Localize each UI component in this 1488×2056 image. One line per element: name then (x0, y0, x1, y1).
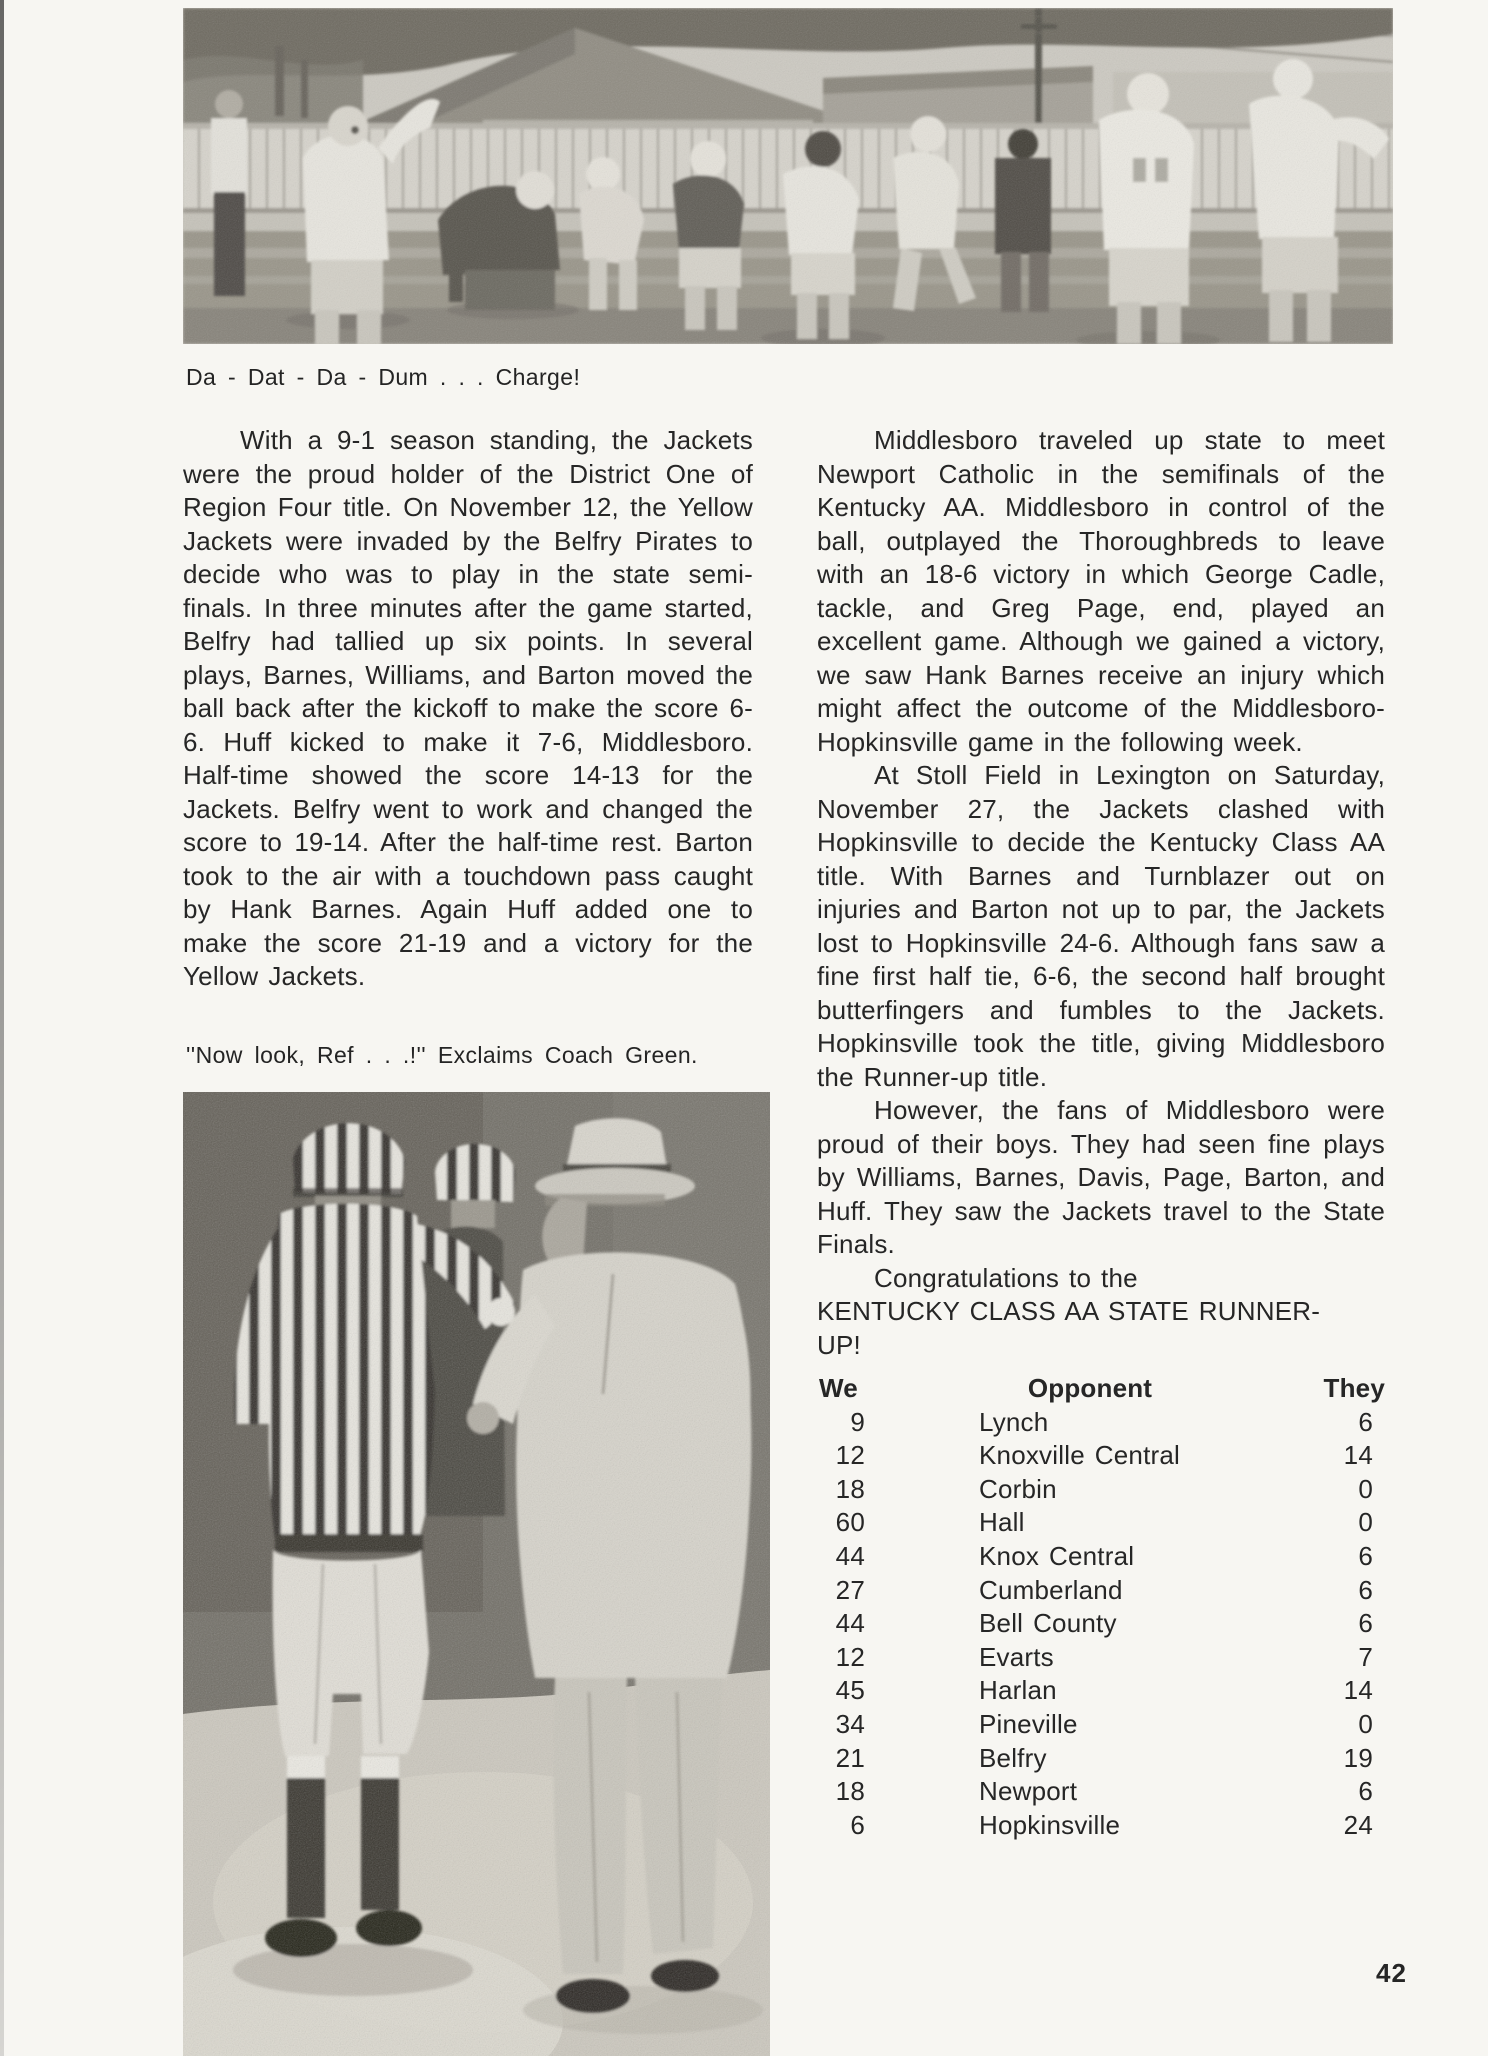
we-score: 44 (835, 1540, 865, 1571)
page-number: 42 (1376, 1958, 1407, 1988)
opponent-name: Hall (979, 1507, 1025, 1538)
opponent-name: Evarts (979, 1641, 1054, 1672)
left-text-column (183, 424, 753, 994)
table-row (817, 1674, 1385, 1708)
table-row (817, 1473, 1385, 1507)
opponent-name: Newport (979, 1776, 1078, 1807)
opponent-name: Belfry (979, 1742, 1047, 1773)
opponent-name: Bell County (979, 1608, 1117, 1639)
they-score: 0 (1358, 1473, 1373, 1504)
we-score: 45 (835, 1675, 865, 1706)
congrats-line-2: KENTUCKY CLASS AA STATE RUNNER- (817, 1296, 1321, 1326)
right-paragraph-2: At Stoll Field in Lexington on Saturday, November 27, the Jackets clashed with Hopkinsville to decide the Kentucky Class AA title. With Barnes and Turnblazer out on injuries and Barton not up to par, the Jackets lost to Hopkinsville 24-6. Although fans saw a fine first half tie, 6-6, the second half brought butterfingers and fumbles to the Jackets. Hopkinsville took the title, giving Middlesboro the Runner-up title. (817, 760, 1385, 1092)
left-paragraph: With a 9-1 season standing, the Jackets were the proud holder of the District One of Region Four title. On November 12, the Yellow Jackets were invaded by the Belfry Pirates to decide who was to play in the state semi-finals. In three minutes after the game started, Belfry had tallied up six points. In several plays, Barnes, Williams, and Barton moved the ball back after the kickoff to make the score 6-6. Huff kicked to make it 7-6, Middlesboro. Half-time showed the score 14-13 for the Jackets. Belfry went to work and changed the score to 19-14. After the half-time rest. Barton took to the air with a touchdown pass caught by Hank Barnes. Again Huff added one to make the score 21-19 and a victory for the Yellow Jackets. (183, 425, 753, 991)
we-score: 18 (835, 1776, 865, 1807)
they-score: 7 (1358, 1641, 1373, 1672)
they-score: 6 (1358, 1540, 1373, 1571)
photo-top-caption: Da - Dat - Da - Dum . . . Charge! (186, 364, 581, 390)
they-score: 6 (1358, 1406, 1373, 1437)
table-row (817, 1607, 1385, 1641)
congrats-line-1: Congratulations to the (874, 1262, 1138, 1293)
they-score: 14 (1343, 1440, 1373, 1471)
we-score: 44 (835, 1608, 865, 1639)
we-score: 12 (835, 1440, 865, 1471)
opponent-name: Cumberland (979, 1574, 1123, 1605)
opponent-name: Corbin (979, 1473, 1057, 1504)
they-score: 6 (1358, 1608, 1373, 1639)
they-score: 0 (1358, 1708, 1373, 1739)
football-game-photo-art (183, 8, 1393, 344)
they-score: 14 (1343, 1675, 1373, 1706)
table-row (817, 1742, 1385, 1776)
opponent-name: Hopkinsville (979, 1809, 1121, 1840)
photo-bottom-caption: ''Now look, Ref . . .!'' Exclaims Coach Green. (186, 1042, 698, 1068)
table-row (817, 1775, 1385, 1809)
we-score: 12 (835, 1641, 865, 1672)
table-row (817, 1641, 1385, 1675)
we-score: 27 (835, 1574, 865, 1605)
header-we: We (819, 1373, 858, 1403)
they-score: 0 (1358, 1507, 1373, 1538)
table-row (817, 1574, 1385, 1608)
opponent-name: Knox Central (979, 1540, 1135, 1571)
table-row (817, 1439, 1385, 1473)
football-game-photo (183, 8, 1393, 344)
table-row (817, 1540, 1385, 1574)
table-row (817, 1506, 1385, 1540)
table-row (817, 1809, 1385, 1843)
right-text-column (817, 424, 1385, 1842)
right-paragraph-1: Middlesboro traveled up state to meet Newport Catholic in the semifinals of the Kentucky AA. Middlesboro in control of the ball, outplayed the Thoroughbreds to leave with an 18-6 victory in which George Cadle, tackle, and Greg Page, end, played an excellent game. Although we gained a victory, we saw Hank Barnes receive an injury which might affect the outcome of the Middlesboro-Hopkinsville game in the following week. (817, 425, 1385, 757)
congrats-line-3: UP! (817, 1329, 861, 1360)
table-row (817, 1708, 1385, 1742)
referee-coach-photo (183, 1092, 770, 2056)
season-scores-table (817, 1372, 1385, 1842)
we-score: 34 (835, 1708, 865, 1739)
we-score: 18 (835, 1473, 865, 1504)
header-opponent: Opponent (1027, 1373, 1153, 1403)
right-paragraph-3: However, the fans of Middlesboro were proud of their boys. They had seen fine plays by Williams, Barnes, Davis, Page, Barton, and Huff. They saw the Jackets travel to the State Finals. (817, 1095, 1385, 1259)
we-score: 21 (835, 1742, 865, 1773)
referee-coach-photo-art (183, 1092, 770, 2056)
we-score: 6 (850, 1809, 865, 1840)
table-row (817, 1406, 1385, 1440)
we-score: 9 (850, 1406, 865, 1437)
opponent-name: Lynch (979, 1406, 1049, 1437)
scores-header-row (817, 1372, 1385, 1406)
they-score: 6 (1358, 1574, 1373, 1605)
congratulations-block (817, 1262, 1385, 1363)
opponent-name: Pineville (979, 1708, 1078, 1739)
opponent-name: Knoxville Central (979, 1440, 1180, 1471)
opponent-name: Harlan (979, 1675, 1057, 1706)
they-score: 24 (1343, 1809, 1373, 1840)
scan-gutter-shadow (0, 0, 4, 2056)
they-score: 6 (1358, 1776, 1373, 1807)
they-score: 19 (1343, 1742, 1373, 1773)
we-score: 60 (835, 1507, 865, 1538)
header-they: They (1323, 1373, 1385, 1403)
